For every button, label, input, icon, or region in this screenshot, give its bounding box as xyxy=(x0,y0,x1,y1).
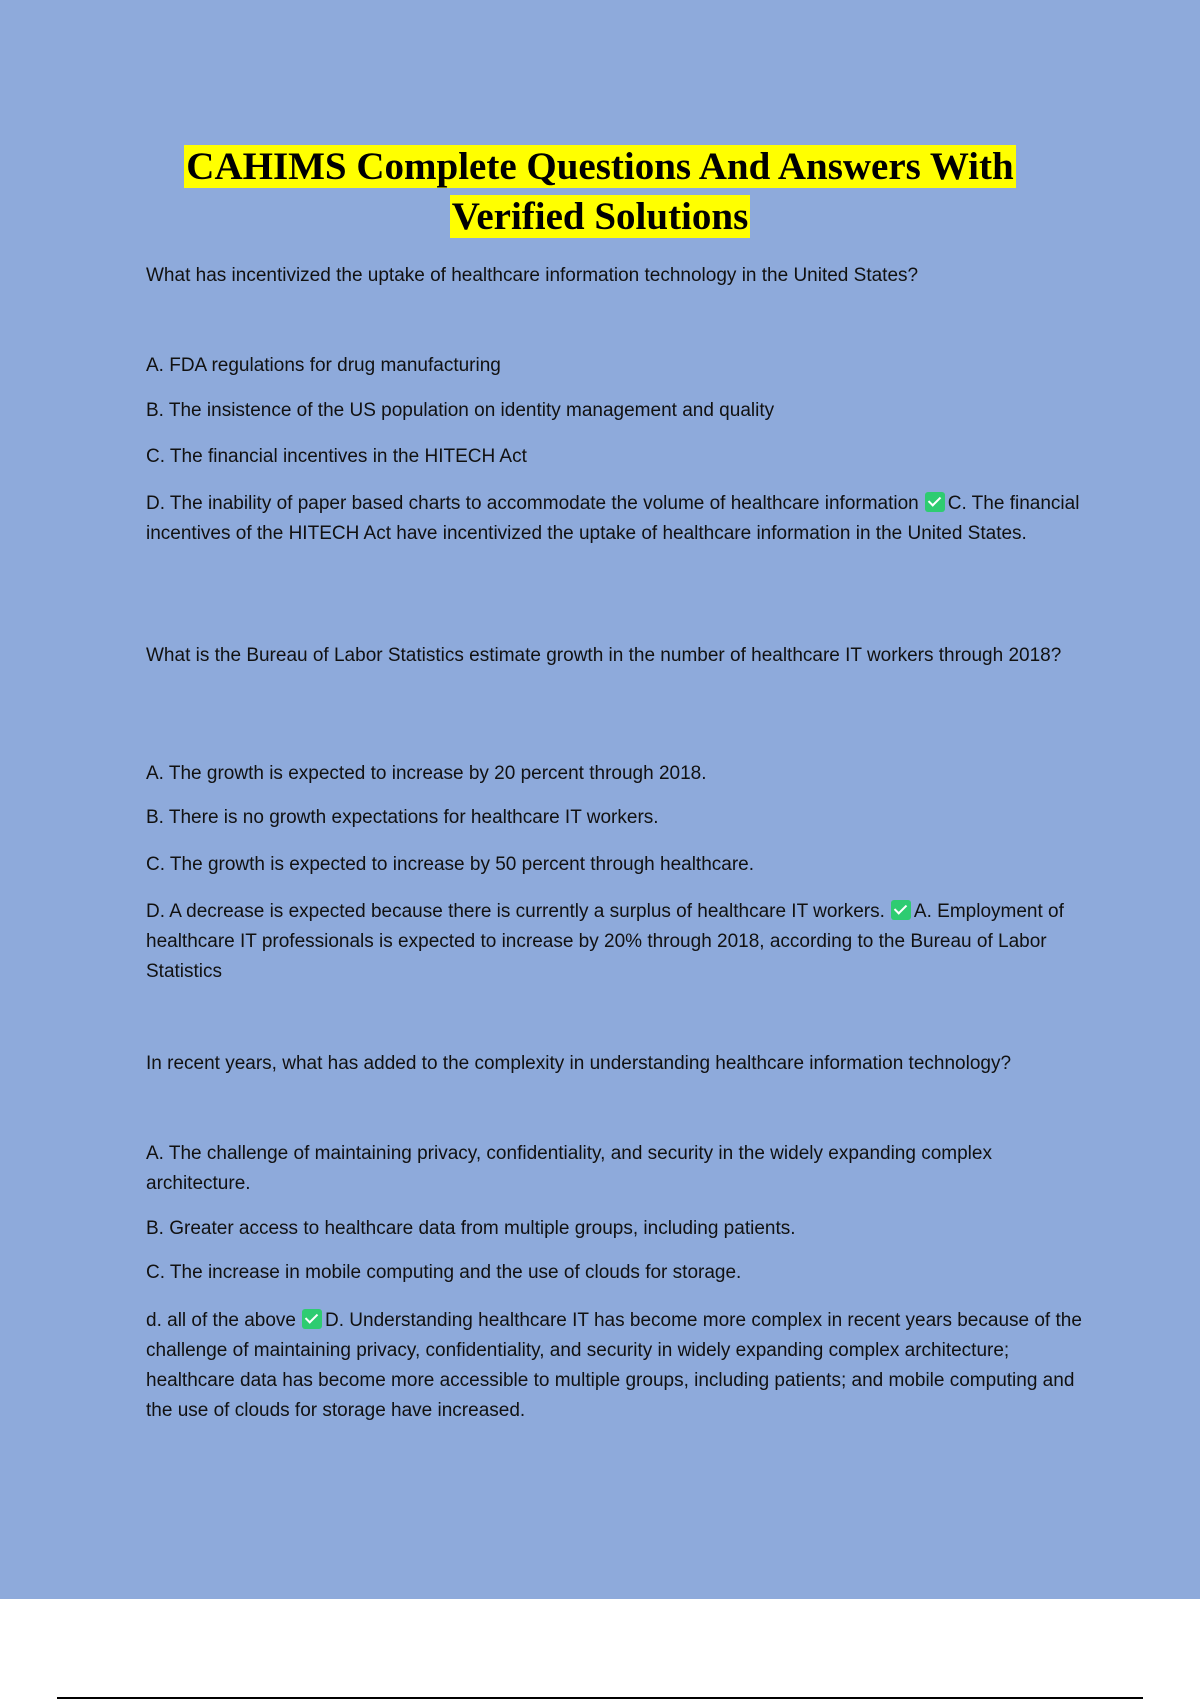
question-1-option-c: C. The financial incentives in the HITECH Act xyxy=(146,446,527,467)
question-1-text: What has incentivized the uptake of healthcare information technology in the United States? xyxy=(146,265,919,286)
question-2-option-c: C. The growth is expected to increase by 50 percent through healthcare. xyxy=(146,854,755,875)
question-3-answer: D. Understanding healthcare IT has become more complex in recent years because of the challenge of maintaining privacy, confidentiality, and security in widely expanding complex architecture; healthcare data has become more accessible to multiple groups, including patients; and mobile computing and the use of clouds for storage have increased. xyxy=(146,1310,1082,1421)
question-3-option-c: C. The increase in mobile computing and the use of clouds for storage. xyxy=(146,1262,742,1283)
question-1-option-d: D. The inability of paper based charts to accommodate the volume of healthcare information xyxy=(146,493,919,514)
check-mark-icon xyxy=(925,492,945,512)
question-3-option-d-with-answer xyxy=(146,1306,1091,1426)
check-mark-icon xyxy=(302,1309,322,1329)
question-3-option-d: d. all of the above xyxy=(146,1310,296,1331)
question-1-option-b: B. The insistence of the US population on identity management and quality xyxy=(146,400,775,421)
document-title xyxy=(0,142,1200,242)
question-2-option-d-with-answer xyxy=(146,897,1091,987)
question-3-option-b: B. Greater access to healthcare data from multiple groups, including patients. xyxy=(146,1218,796,1239)
check-mark-icon xyxy=(891,900,911,920)
question-2-option-a: A. The growth is expected to increase by 20 percent through 2018. xyxy=(146,763,707,784)
question-1-answer: C. The financial incentives of the HITECH Act have incentivized the uptake of healthcare information in the United States. xyxy=(146,493,1080,544)
question-3-option-a: A. The challenge of maintaining privacy, confidentiality, and security in the widely expanding complex architecture. xyxy=(146,1143,992,1194)
footer-divider xyxy=(57,1697,1143,1699)
title-line-1: CAHIMS Complete Questions And Answers With xyxy=(186,145,1014,188)
question-2-answer: A. Employment of healthcare IT professionals is expected to increase by 20% through 2018, according to the Bureau of Labor Statistics xyxy=(146,901,1064,982)
question-1-option-d-with-answer xyxy=(146,489,1091,549)
question-1-option-a: A. FDA regulations for drug manufacturing xyxy=(146,355,501,376)
question-3-text: In recent years, what has added to the complexity in understanding healthcare information technology? xyxy=(146,1053,1012,1074)
title-line-2: Verified Solutions xyxy=(451,195,749,238)
question-2-option-b: B. There is no growth expectations for healthcare IT workers. xyxy=(146,807,659,828)
question-2-text: What is the Bureau of Labor Statistics estimate growth in the number of healthcare IT workers through 2018? xyxy=(146,645,1062,666)
question-2-option-d: D. A decrease is expected because there is currently a surplus of healthcare IT workers. xyxy=(146,901,885,922)
